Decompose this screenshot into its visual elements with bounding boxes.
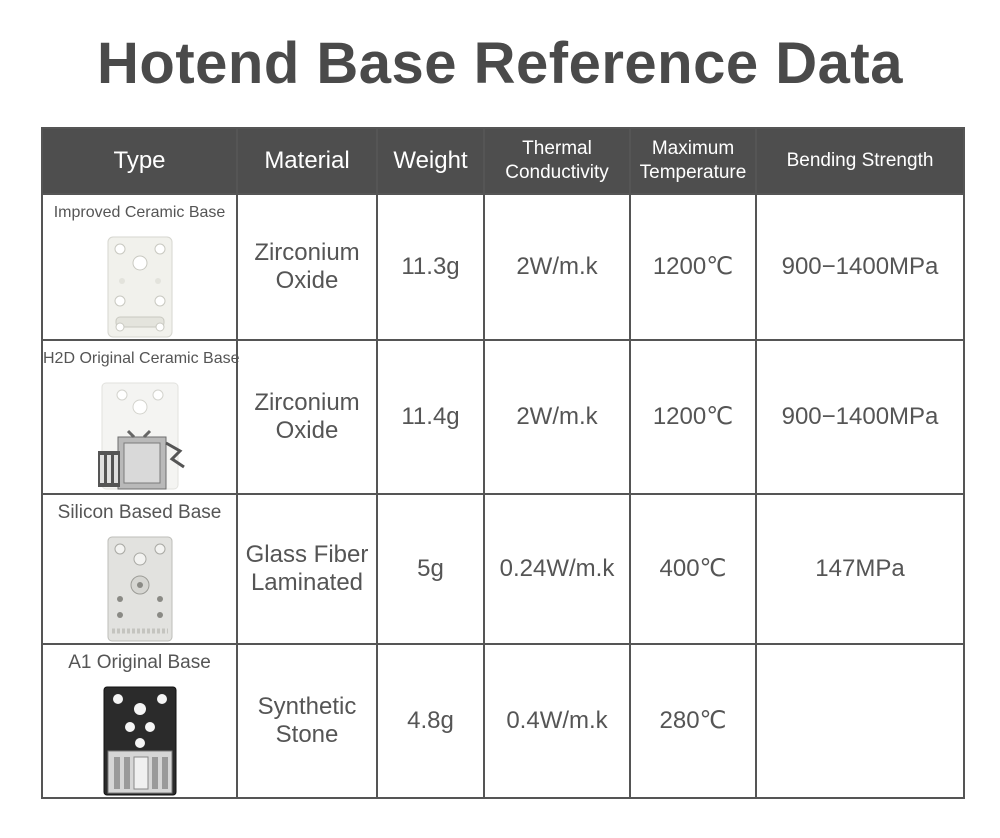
material-cell: [237, 494, 377, 644]
header-maxtemp-line2: Temperature: [639, 162, 747, 183]
table-row: [42, 644, 964, 798]
type-label: H2D Original Ceramic Base: [43, 350, 240, 367]
material-line2: Oxide: [275, 417, 339, 444]
table-row: [42, 340, 964, 494]
black-stone-base-image: [98, 685, 182, 797]
max-temp-cell: 280℃: [630, 644, 756, 798]
weight-cell: 4.8g: [377, 644, 484, 798]
glass-fiber-base-image: [102, 535, 178, 643]
type-cell: [42, 194, 237, 340]
header-thermal-line2: Conductivity: [505, 162, 609, 183]
header-thermal-line1: Thermal: [522, 138, 592, 159]
table-row: [42, 194, 964, 340]
bending-cell: 900−1400MPa: [756, 194, 964, 340]
material-cell: [237, 644, 377, 798]
ceramic-base-with-clip-image: [88, 381, 192, 493]
material-line1: Synthetic: [257, 693, 357, 720]
type-cell: [42, 494, 237, 644]
thermal-cell: 2W/m.k: [484, 194, 630, 340]
max-temp-cell: 1200℃: [630, 194, 756, 340]
header-type: Type: [42, 128, 237, 194]
material-cell: [237, 194, 377, 340]
type-label: A1 Original Base: [68, 652, 211, 673]
reference-table: [41, 127, 965, 799]
header-weight: Weight: [377, 128, 484, 194]
material-line1: Zirconium: [254, 389, 360, 416]
type-label: Silicon Based Base: [57, 502, 222, 523]
type-label: Improved Ceramic Base: [53, 204, 226, 221]
thermal-cell: 0.24W/m.k: [484, 494, 630, 644]
header-max-temperature: [630, 128, 756, 194]
weight-cell: 11.3g: [377, 194, 484, 340]
max-temp-cell: 400℃: [630, 494, 756, 644]
bending-cell: 900−1400MPa: [756, 340, 964, 494]
header-row: [42, 128, 964, 194]
thermal-cell: 0.4W/m.k: [484, 644, 630, 798]
header-thermal-conductivity: [484, 128, 630, 194]
table-row: [42, 494, 964, 644]
header-bending-strength: Bending Strength: [756, 128, 964, 194]
header-material: Material: [237, 128, 377, 194]
bending-cell: 147MPa: [756, 494, 964, 644]
bending-cell: [756, 644, 964, 798]
header-maxtemp-line1: Maximum: [651, 138, 735, 159]
material-line1: Zirconium: [254, 239, 360, 266]
material-cell: [237, 340, 377, 494]
material-line1: Glass Fiber: [245, 541, 369, 568]
weight-cell: 5g: [377, 494, 484, 644]
type-cell: [42, 340, 240, 494]
white-ceramic-base-image: [102, 235, 178, 339]
page-title: Hotend Base Reference Data: [97, 31, 903, 96]
max-temp-cell: 1200℃: [630, 340, 756, 494]
material-line2: Stone: [275, 721, 339, 748]
material-line2: Laminated: [250, 569, 364, 596]
thermal-cell: 2W/m.k: [484, 340, 630, 494]
type-cell: [42, 644, 237, 798]
material-line2: Oxide: [275, 267, 339, 294]
weight-cell: 11.4g: [377, 340, 484, 494]
